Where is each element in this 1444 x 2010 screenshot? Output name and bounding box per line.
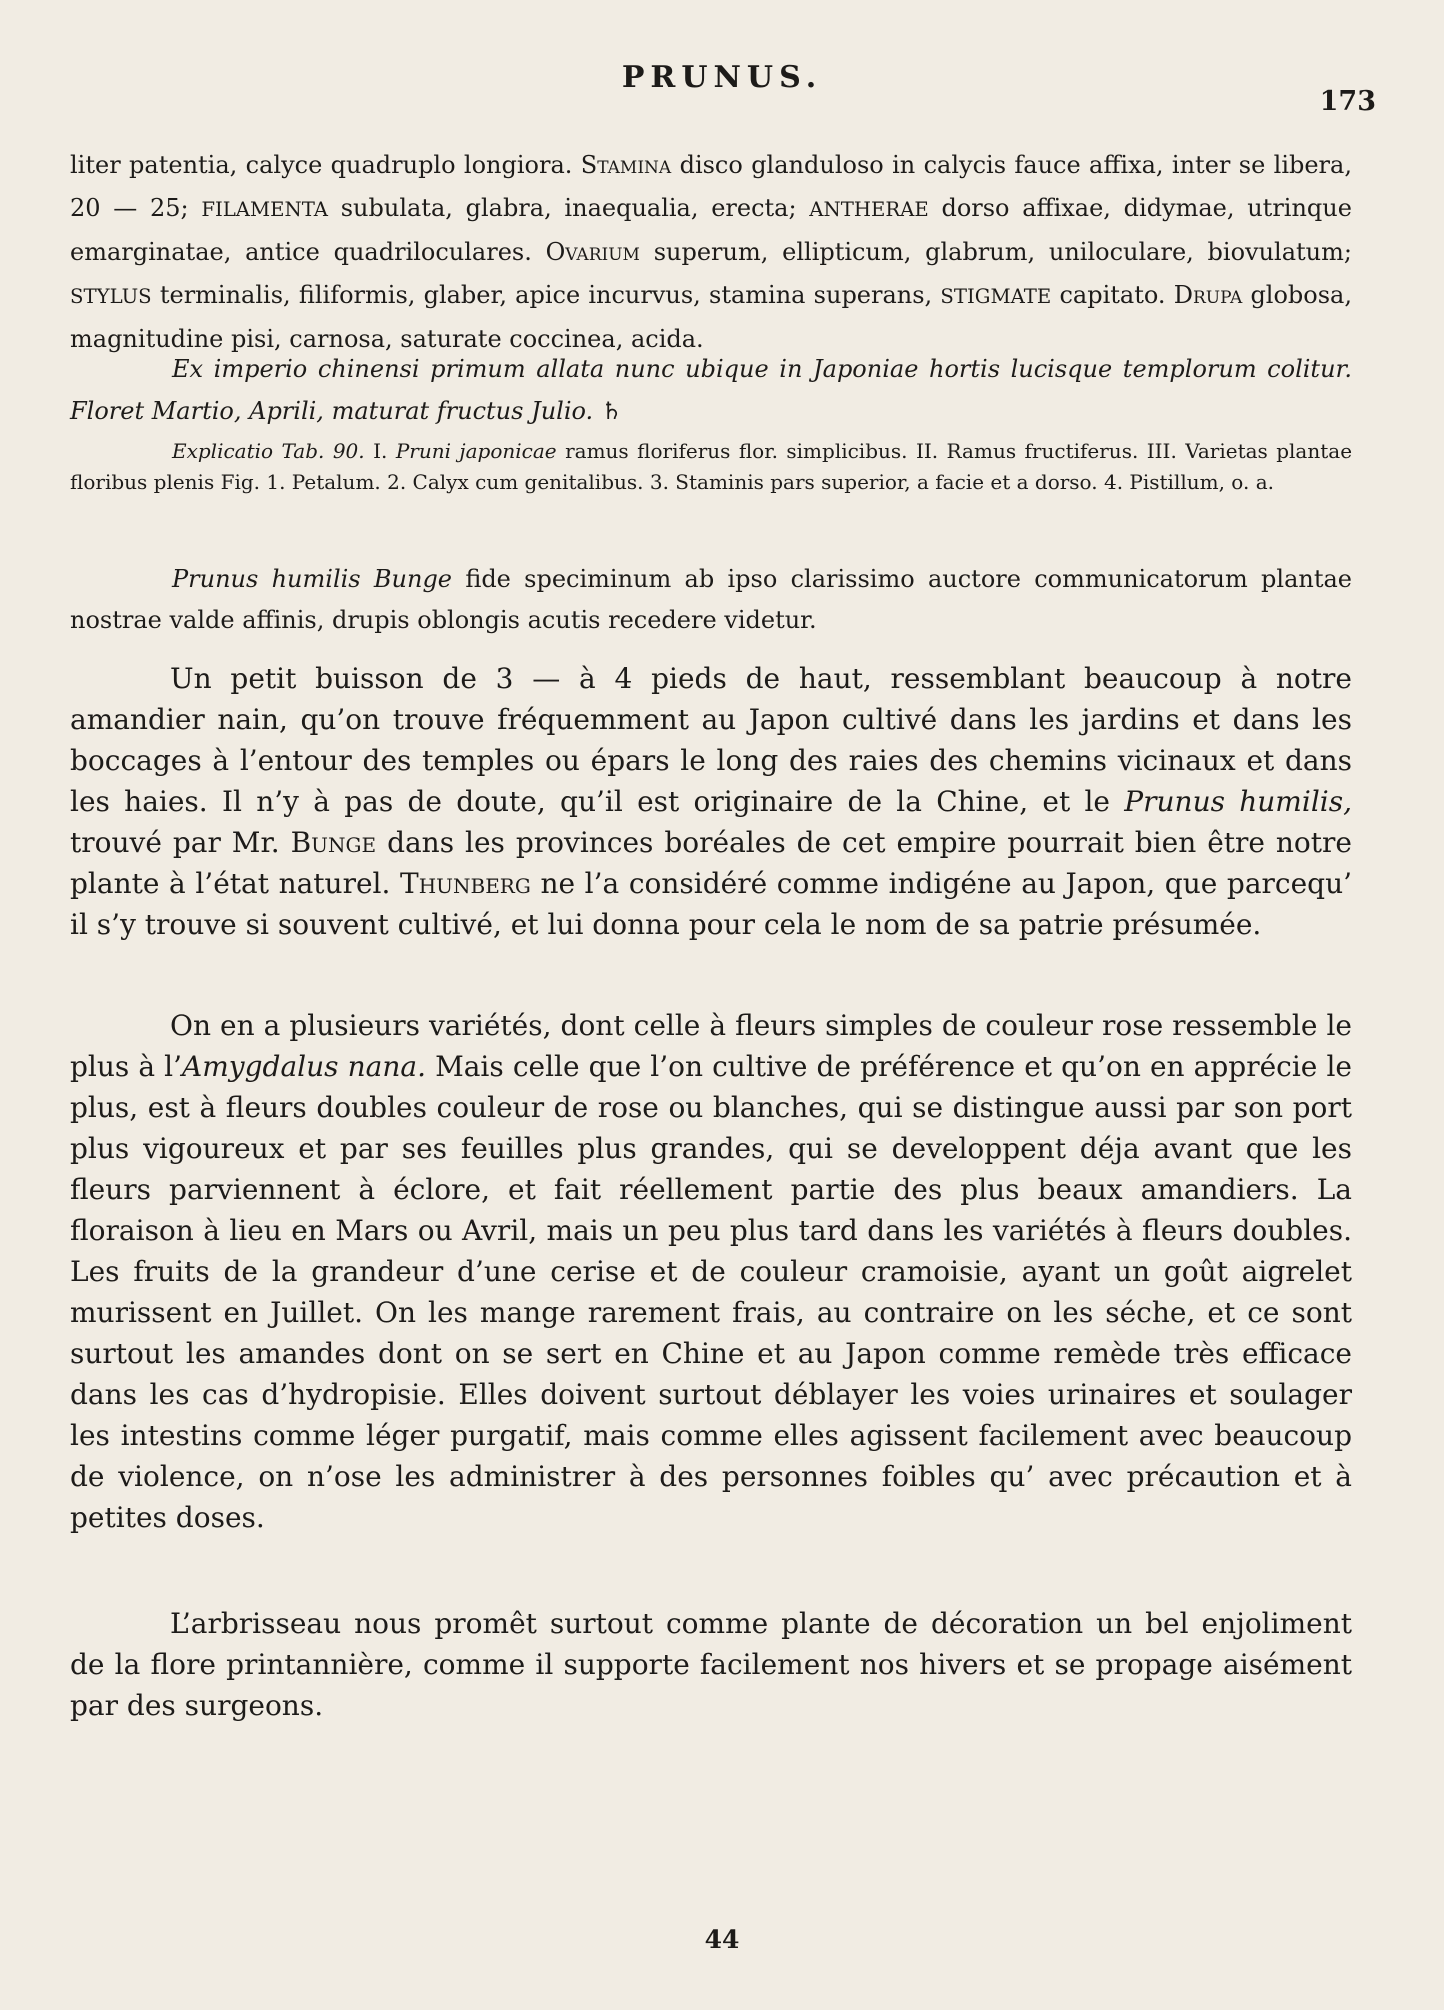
desc-text: globosa, magnitudine pisi, carnosa, saturate coccinea, acida. [70,280,1352,353]
term-stamina: Stamina [580,151,672,179]
note-text: fide speciminum ab ipso clarissimo auctore communicatorum plantae nostrae valde affinis, drupis oblongis acutis recedere videtur. [70,565,1352,634]
habitat-paragraph: Ex imperio chinensi primum allata nunc ubique in Japoniae hortis lucisque templorum colitur. Floret Martio, Aprili, maturat fructus Julio. ♄ [70,355,1352,425]
desc-text: liter patentia, calyce quadruplo longiora. [70,151,573,179]
paragraph-text: Un petit buisson de 3 — à 4 pieds de haut, ressemblant beaucoup à notre amandier nain, qu’on trouve fréquemment au Japon cultivé dans les jardins et dans les boccages à l’entour des temples ou épars le long des raies des chemins vicinaux et dans les haies. Il n’y à pas de doute, qu’il est originaire de la Chine, et le [70,662,1352,818]
explicatio-species: Pruni japonicae [395,439,557,463]
term-stylus: STYLUS [70,284,152,308]
desc-text: capitato. [1059,280,1166,309]
term-drupa: Drupa [1173,280,1243,309]
author-thunberg: Thunberg [400,867,531,900]
explicatio-text: I. [373,439,388,463]
running-head: PRUNUS. [621,60,823,95]
desc-text: subulata, glabra, inaequalia, erecta; [340,193,797,222]
desc-text: superum, ellipticum, glabrum, uniloculare, biovulatum; [653,238,1352,266]
french-paragraph-1 [70,658,1352,945]
desc-text: terminalis, filiformis, glaber, apice incurvus, stamina superans, [159,280,933,309]
french-paragraph-3: L’arbrisseau nous promêt surtout comme plante de décoration un bel enjoliment de la flore printannière, comme il supporte facilement nos hivers et se propage aisément par des surgeons. [70,1607,1352,1722]
term-stigmate: STIGMATE [940,284,1052,308]
paragraph-text: Mais celle que l’on cultive de préférence et qu’on en apprécie le plus, est à fleurs doubles couleur de rose ou blanches, qui se distingue aussi par son port plus vigoureux et par ses feuilles plus grandes, qui se developpent déja avant que les fleurs parviennent à éclore, et fait réellement partie des plus beaux amandiers. La floraison à lieu en Mars ou Avril, mais un peu plus tard dans les variétés à fleurs doubles. Les fruits de la grandeur d’une cerise et de couleur cramoisie, ayant un goût aigrelet murissent en Juillet. On les mange rarement frais, au contraire on les séche, et ce sont surtout les amandes dont on se sert en Chine et au Japon comme remède très efficace dans les cas d’hydropisie. Elles doivent surtout déblayer les voies urinaires et soulager les intestins comme léger purgatif, mais comme elles agissent facilement avec beaucoup de violence, on n’ose les administrer à des personnes foibles qu’ avec précaution et à petites doses. [70,1050,1352,1534]
explicatio-text: ramus floriferus flor. simplicibus. II. Ramus fructiferus. III. Varietas plantae floribus plenis Fig. 1. Petalum. 2. Calyx cum genitalibus. 3. Staminis pars superior, a facie et a dorso. 4. Pistillum, o. a. [70,439,1353,494]
plate-explanation [70,436,1352,498]
term-ovarium: Ovarium [545,238,640,266]
desc-text: disco glanduloso in calycis fauce affixa, inter se libera, 20 — 25; [70,151,1352,222]
paragraph-text: dans les provinces boréales de cet empire pourrait bien être notre plante à l’état naturel. [70,826,1352,900]
species-name: Amygdalus nana. [182,1050,426,1083]
paragraph-text: ne l’a considéré comme indigéne au Japon, que parcequ’ il s’y trouve si souvent cultivé, et lui donna pour cela le nom de sa patrie présumée. [70,867,1353,941]
french-paragraph-2 [70,1005,1352,1538]
page-number: 173 [1319,86,1376,117]
paragraph-text: On en a plusieurs variétés, dont celle à fleurs simples de couleur rose ressemble le plus à l’ [70,1009,1352,1083]
species-name: Prunus humilis, [1124,785,1352,818]
author-bunge: Bunge [290,826,377,859]
paragraph-text: trouvé par Mr. [70,826,280,859]
note-species: Prunus humilis Bunge [172,565,453,593]
note-paragraph [70,559,1352,641]
term-filamenta: FILAMENTA [201,197,328,221]
explicatio-label: Explicatio Tab. 90. [172,439,365,463]
sheet-signature: 44 [704,1925,740,1954]
desc-text: dorso affixae, didymae, utrinque emarginatae, antice quadriloculares. [70,193,1352,266]
latin-description [70,144,1352,361]
term-antherae: ANTHERAE [809,197,929,221]
